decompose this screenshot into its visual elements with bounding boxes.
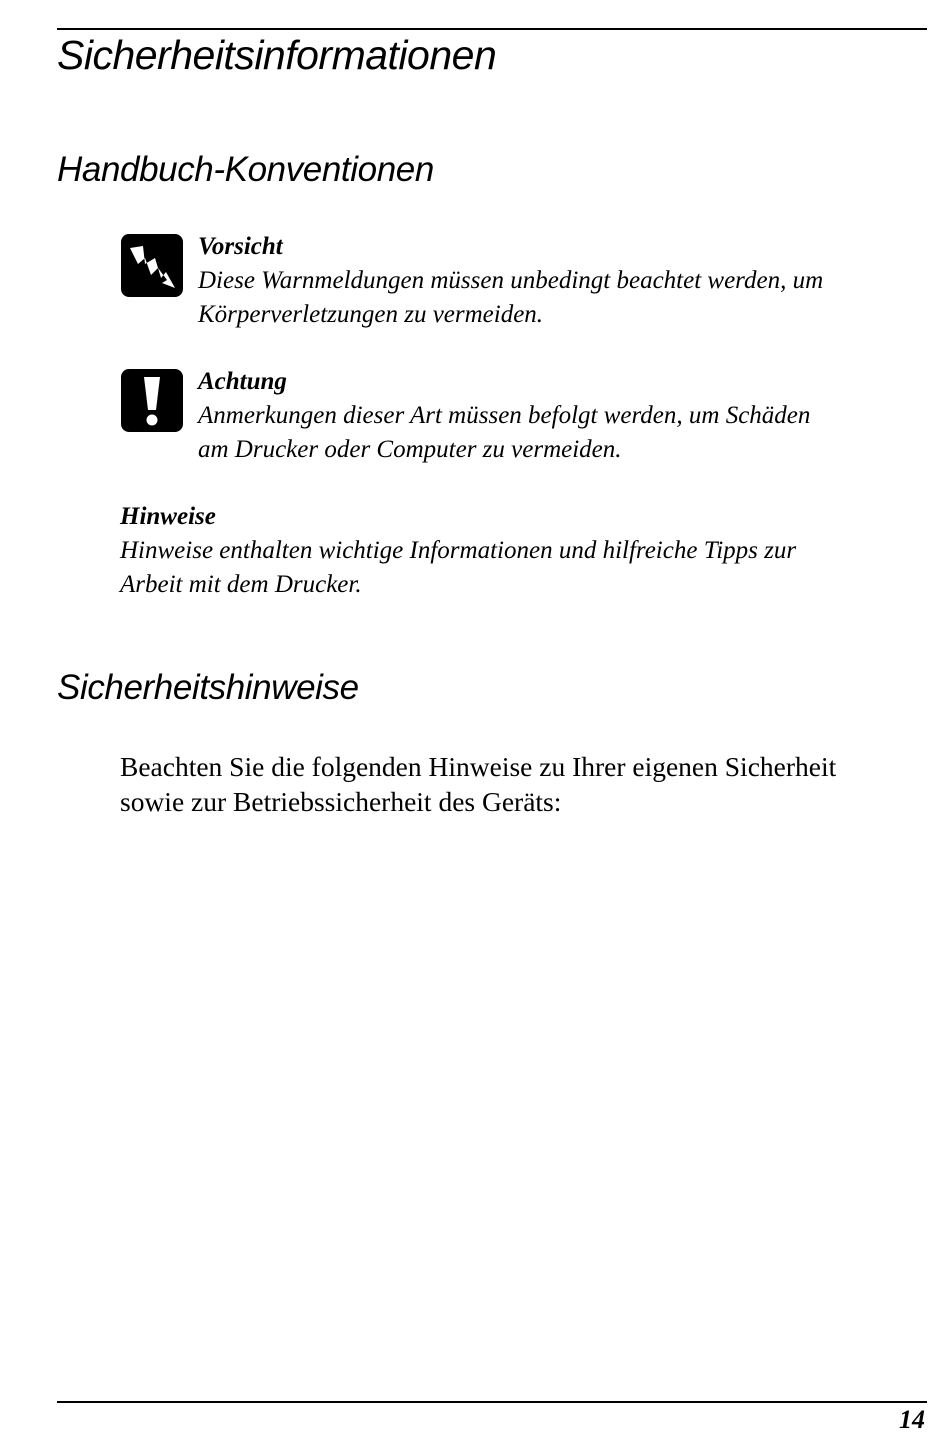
lightning-warning-icon: [121, 234, 183, 297]
caution-heading: Achtung: [198, 368, 287, 395]
warning-note: [198, 230, 928, 332]
chapter-title: Sicherheitsinformationen: [57, 32, 497, 78]
caution-text-line-1: Anmerkungen dieser Art müssen befolgt werden, um Schäden: [198, 402, 811, 429]
section-title-conventions: Handbuch-Konventionen: [57, 150, 434, 189]
safety-intro-line-1: Beachten Sie die folgenden Hinweise zu Ihrer eigenen Sicherheit: [120, 751, 837, 782]
warning-text-line-2: Körperverletzungen zu vermeiden.: [198, 301, 544, 328]
warning-text-line-1: Diese Warnmeldungen müssen unbedingt beachtet werden, um: [198, 267, 824, 294]
page-number: 14: [899, 1405, 925, 1434]
exclamation-caution-icon: [121, 369, 183, 432]
footer-rule: [57, 1401, 927, 1403]
safety-intro-line-2: sowie zur Betriebssicherheit des Geräts:: [120, 786, 562, 817]
caution-note: [198, 365, 928, 467]
tips-note: [120, 500, 920, 602]
warning-heading: Vorsicht: [198, 233, 283, 260]
tips-text-line-1: Hinweise enthalten wichtige Informationen und hilfreiche Tipps zur: [120, 537, 797, 564]
caution-text-line-2: am Drucker oder Computer zu vermeiden.: [198, 436, 622, 463]
tips-text-line-2: Arbeit mit dem Drucker.: [120, 571, 362, 598]
safety-intro-paragraph: [120, 749, 930, 819]
section-title-safety: Sicherheitshinweise: [57, 668, 359, 707]
tips-heading: Hinweise: [120, 503, 216, 530]
